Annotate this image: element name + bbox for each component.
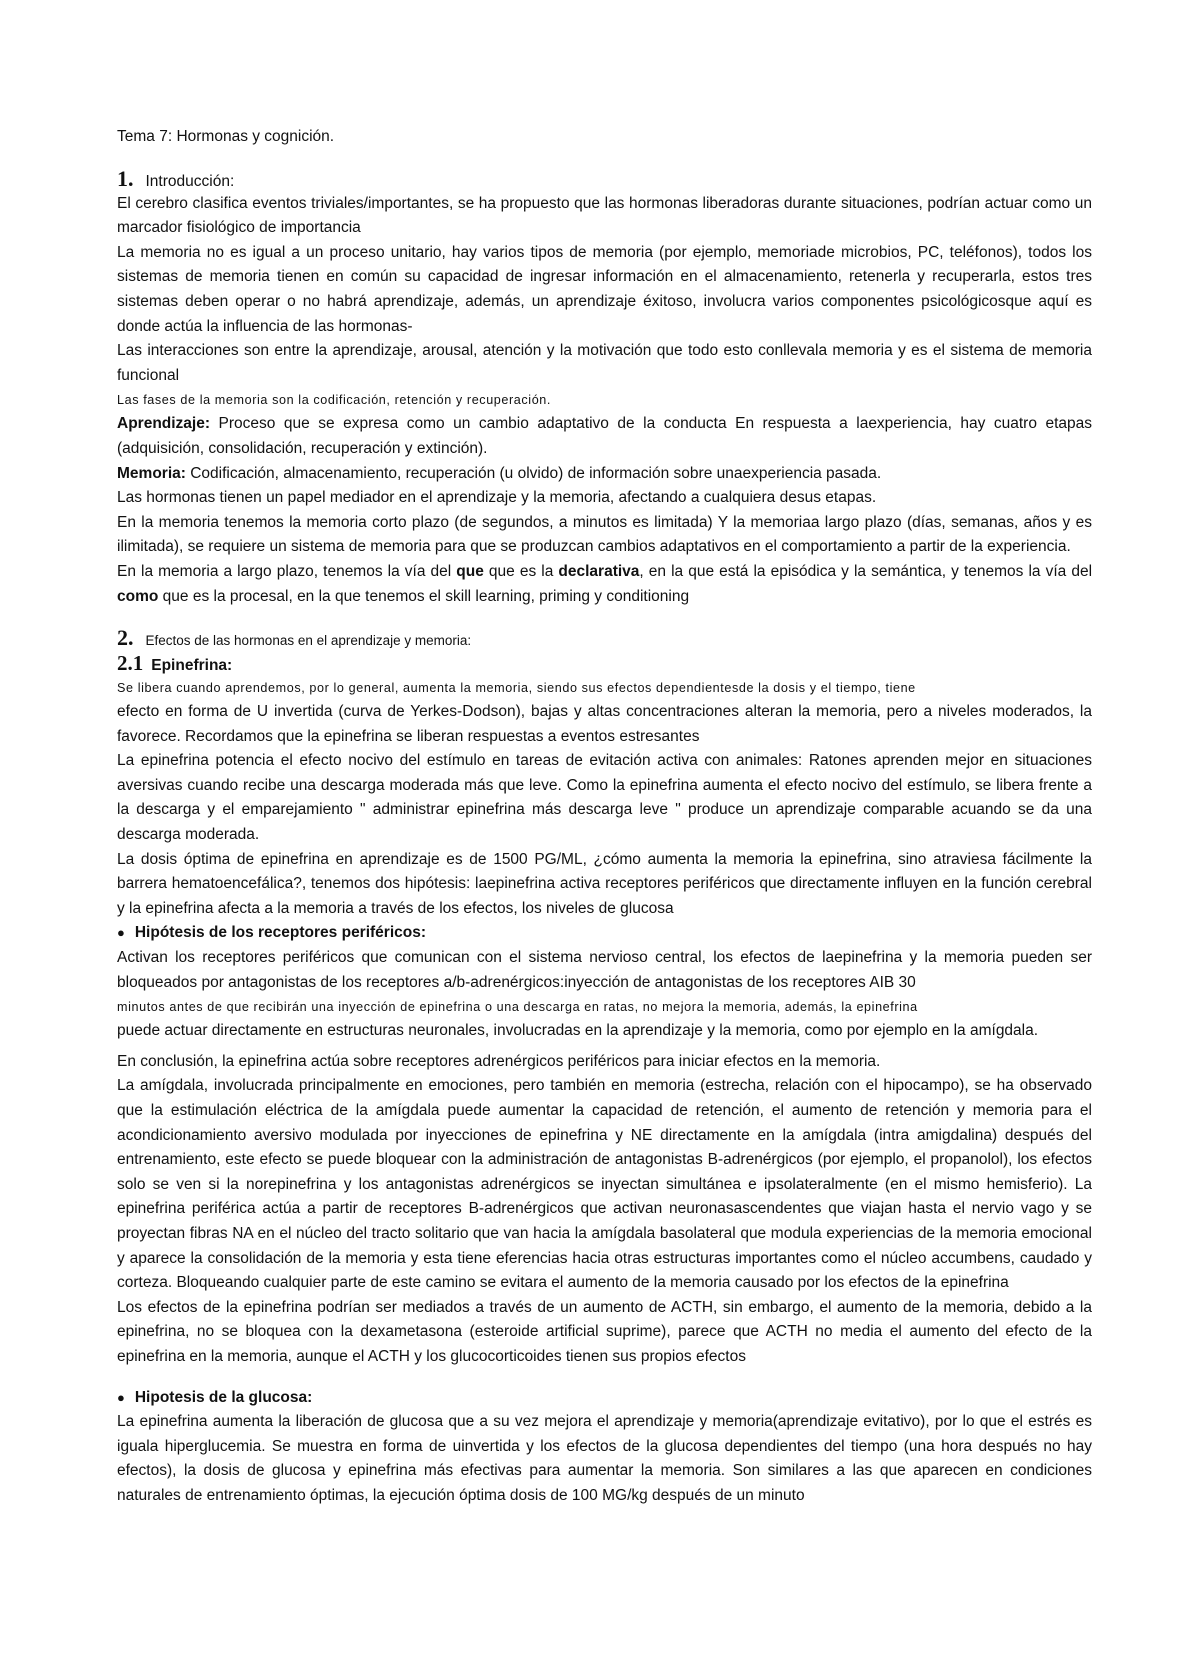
- section-label: Epinefrina:: [151, 657, 233, 675]
- section-1-heading: [117, 166, 1092, 192]
- text-run: , en la que está la episódica y la semántica, y tenemos la vía del: [639, 562, 1093, 580]
- bullet-heading: [117, 921, 1092, 946]
- paragraph: La amígdala, involucrada principalmente en emociones, pero también en memoria (estrecha, relación con el hipocampo), se ha observado que la estimulación eléctrica de la amígdala puede aumentar la capacidad de retención, el aumento de retención y memoria para el acondicionamiento aversivo modulada por inyecciones de epinefrina y NE directamente en la amígdala (intra amigdalina) después del entrenamiento, este efecto se puede bloquear con la administración de antagonistas B-adrenérgicos (por ejemplo, el propanolol), los efectos solo se ven si la norepinefrina y los antagonistas adrenérgicos se inyectan simultánea e ipsolateralmente (en el mismo hemisferio). La epinefrina periférica actúa a partir de receptores B-adrenérgicos que activan neuronasascendentes que viajan hasta el nervio vago y se proyectan fibras NA en el núcleo del tracto solitario que van hacia la amígdala basolateral que modula experiencias de la memoria emocional y aparece la consolidación de la memoria y esta tiene eferencias hacia otras estructuras importantes como el núcleo accumbens, caudado y corteza. Bloqueando cualquier parte de este camino se evitara el aumento de la memoria causado por los efectos de la epinefrina: [117, 1077, 1092, 1292]
- bullet-label: Hipótesis de los receptores periféricos:: [134, 924, 427, 942]
- term-label: Aprendizaje:: [117, 415, 211, 433]
- paragraph: Las hormonas tienen un papel mediador en el aprendizaje y la memoria, afectando a cualquiera desus etapas.: [117, 489, 877, 507]
- paragraph: La epinefrina aumenta la liberación de glucosa que a su vez mejora el aprendizaje y memoria(aprendizaje evitativo), por lo que el estrés es iguala hiperglucemia. Se muestra en forma de uinvertida y los efectos de la glucosa dependientes del tiempo (una hora después no hay efectos), la dosis de glucosa y epinefrina más efectivas para aumentar la memoria. Son similares a las que aparecen en condiciones naturales de entrenamiento óptimas, la ejecución óptima dosis de 100 MG/kg después de un minuto: [117, 1413, 1092, 1504]
- paragraph-aprendizaje: [117, 412, 1092, 461]
- section-2-1-heading: [117, 651, 1092, 676]
- paragraph: Las interacciones son entre la aprendizaje, arousal, atención y la motivación que todo esto conllevala memoria y es el sistema de memoria funcional: [117, 342, 1092, 384]
- paragraph: En la memoria tenemos la memoria corto plazo (de segundos, a minutos es limitada) Y la memoriaa largo plazo (días, semanas, años y es ilimitada), se requiere un sistema de memoria para que se produzcan cambios adaptativos en el comportamiento a partir de la experiencia.: [117, 513, 1092, 556]
- text-run-bold: como: [117, 587, 159, 605]
- text-run-bold: que: [456, 562, 484, 580]
- paragraph: Las fases de la memoria son la codificación, retención y recuperación.: [117, 393, 552, 408]
- bullet-heading: [117, 1386, 1092, 1411]
- section-label: Efectos de las hormonas en el aprendizaje y memoria:: [145, 633, 472, 649]
- paragraph: minutos antes de que recibirán una inyección de epinefrina o una descarga en ratas, no mejora la memoria, además, la epinefrina: [117, 1000, 918, 1015]
- document-page: [117, 125, 1092, 1509]
- text-run: En la memoria a largo plazo, tenemos la vía del: [117, 562, 457, 580]
- paragraph: La dosis óptima de epinefrina en aprendizaje es de 1500 PG/ML, ¿cómo aumenta la memoria la epinefrina, sino atraviesa fácilmente la barrera hematoencefálica?, tenemos dos hipótesis: laepinefrina activa receptores periféricos que directamente influyen en la función cerebral y la epinefrina afecta a la memoria a través de los efectos, los niveles de glucosa: [117, 850, 1092, 917]
- paragraph: La epinefrina potencia el efecto nocivo del estímulo en tareas de evitación activa con animales: Ratones aprenden mejor en situaciones aversivas cuando recibe una descarga moderada más que leve. Como la epinefrina aumenta el efecto nocivo del estímulo, se libera frente a la descarga y el emparejamiento " administrar epinefrina más descarga leve " produce un aprendizaje comparable acuando se da una descarga moderada.: [117, 752, 1092, 844]
- section-label: Introducción:: [145, 172, 235, 190]
- paragraph-largo-plazo: [117, 560, 1092, 609]
- section-2-heading: [117, 625, 1092, 651]
- paragraph: puede actuar directamente en estructuras neuronales, involucradas en la aprendizaje y la memoria, como por ejemplo en la amígdala.: [117, 1022, 1039, 1040]
- paragraph: Activan los receptores periféricos que comunican con el sistema nervioso central, los efectos de laepinefrina y la memoria pueden ser bloqueados por antagonistas de los receptores a/b-adrenérgicos:inyección de antagonistas de los receptores AIB 30: [117, 949, 1092, 991]
- section-number: 2.1: [117, 651, 144, 676]
- paragraph: La memoria no es igual a un proceso unitario, hay varios tipos de memoria (por ejemplo, memoriade microbios, PC, teléfonos), todos los sistemas de memoria tienen en común su capacidad de ingresar información en el almacenamiento, retenerla y recuperarla, estos tres sistemas deben operar o no habrá aprendizaje, además, un aprendizaje éxitoso, involucra varios componentes psicológicosque aquí es donde actúa la influencia de las hormonas-: [117, 243, 1092, 335]
- paragraph: Se libera cuando aprendemos, por lo general, aumenta la memoria, siendo sus efectos dependientesde la dosis y el tiempo, tiene: [117, 681, 916, 696]
- text-run: que es la: [483, 562, 559, 580]
- paragraph: efecto en forma de U invertida (curva de Yerkes-Dodson), bajas y altas concentraciones alteran la memoria, pero a niveles moderados, la favorece. Recordamos que la epinefrina se liberan respuestas a eventos estresantes: [117, 703, 1092, 745]
- paragraph-memoria: [117, 462, 1092, 487]
- paragraph: El cerebro clasifica eventos triviales/importantes, se ha propuesto que las hormonas liberadoras durante situaciones, podrían actuar como un marcador fisiológico de importancia: [117, 194, 1092, 237]
- bullet-label: Hipotesis de la glucosa:: [134, 1388, 313, 1406]
- paragraph: En conclusión, la epinefrina actúa sobre receptores adrenérgicos periféricos para iniciar efectos en la memoria.: [117, 1052, 881, 1070]
- section-number: 1.: [117, 165, 134, 191]
- document-title: Tema 7: Hormonas y cognición.: [117, 128, 335, 145]
- term-label: Memoria:: [117, 464, 186, 482]
- term-definition: Proceso que se expresa como un cambio adaptativo de la conducta En respuesta a laexperiencia, hay cuatro etapas (adquisición, consolidación, recuperación y extinción).: [117, 415, 1092, 457]
- bullet-icon: ●: [117, 925, 125, 941]
- paragraph: Los efectos de la epinefrina podrían ser mediados a través de un aumento de ACTH, sin embargo, el aumento de la memoria, debido a la epinefrina, no se bloquea con la dexametasona (esteroide artificial suprime), parece que ACTH no media el aumento del efecto de la epinefrina en la memoria, aunque el ACTH y los glucocorticoides tienen sus propios efectos: [117, 1298, 1092, 1365]
- bullet-icon: ●: [117, 1389, 125, 1405]
- text-run-bold: declarativa: [558, 562, 640, 580]
- section-number: 2.: [117, 625, 134, 651]
- term-definition: Codificación, almacenamiento, recuperación (u olvido) de información sobre unaexperiencia pasada.: [185, 464, 882, 482]
- text-run: que es la procesal, en la que tenemos el skill learning, priming y conditioning: [158, 587, 690, 605]
